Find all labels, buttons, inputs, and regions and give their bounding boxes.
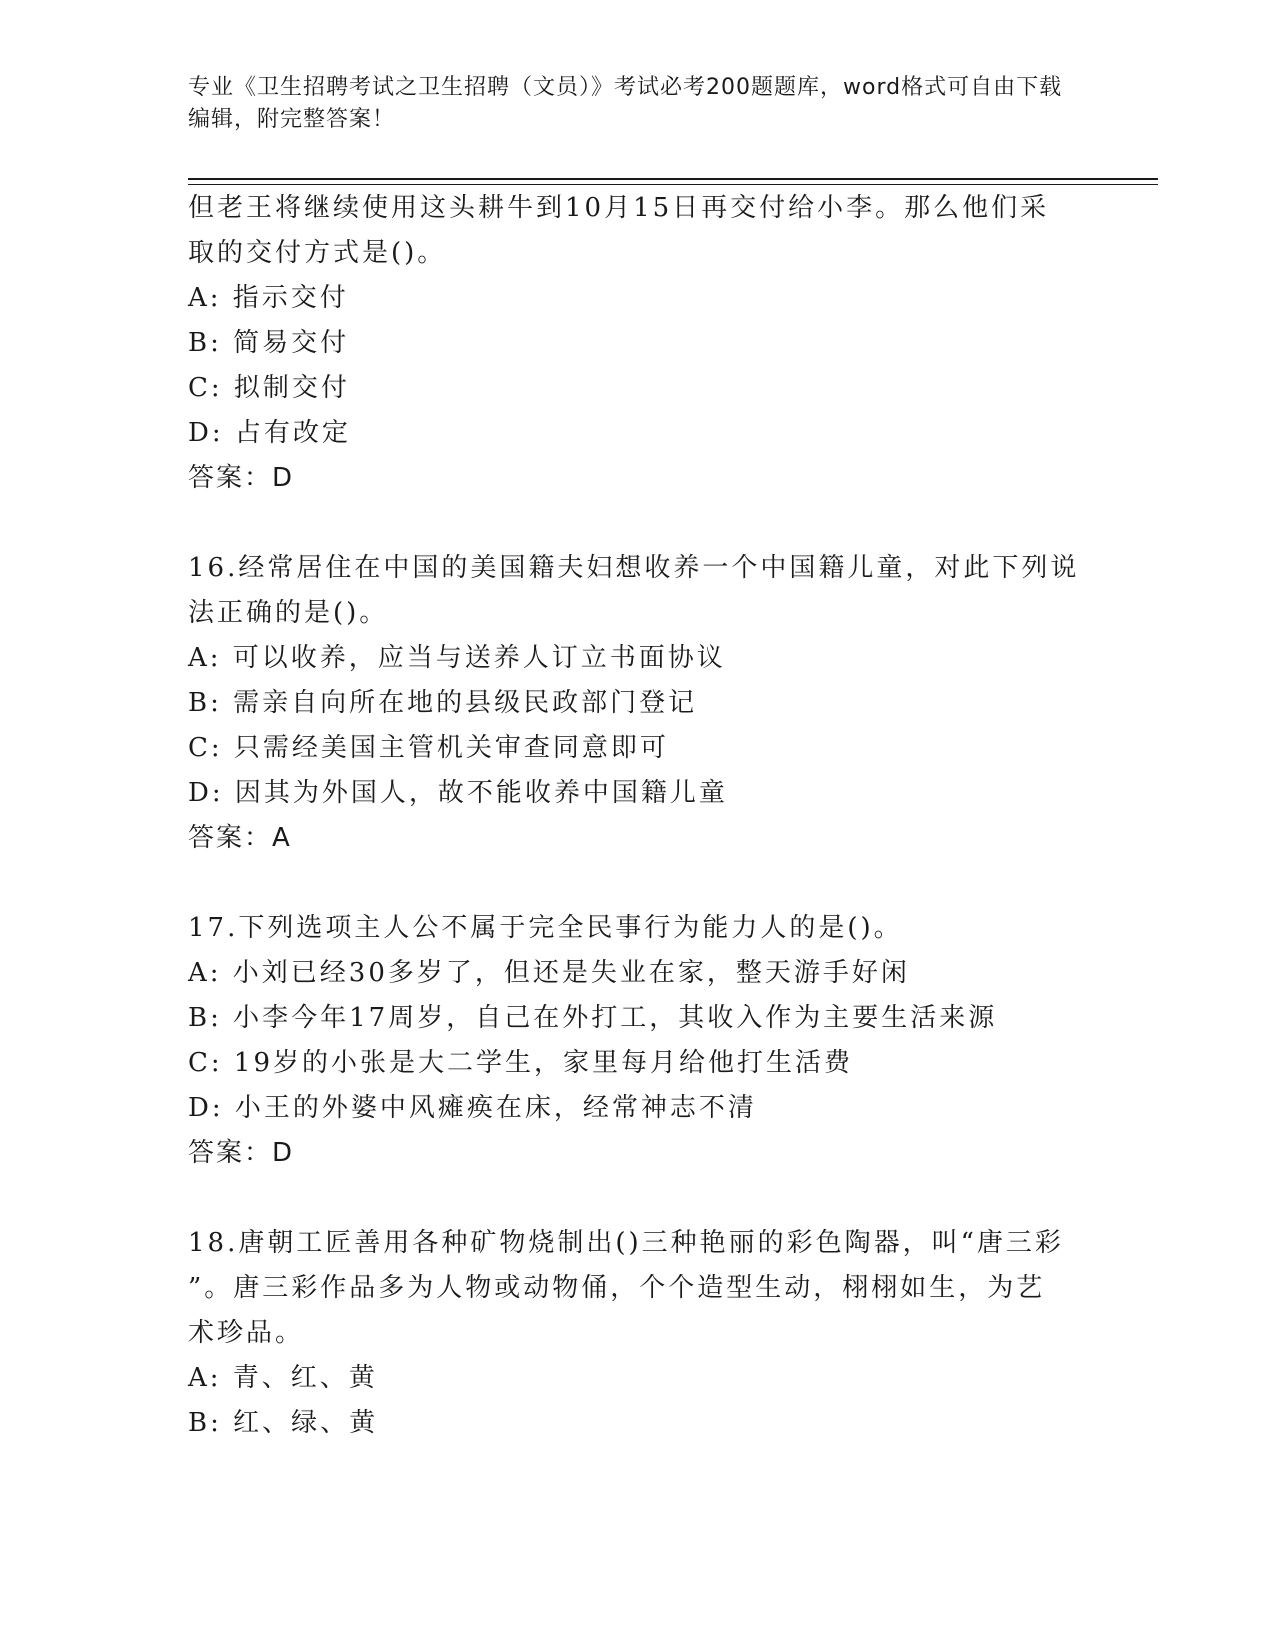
question-15 — [188, 186, 1088, 501]
option-c: C: 只需经美国主管机关审查同意即可 — [188, 733, 669, 763]
option-c: C: 19岁的小张是大二学生，家里每月给他打生活费 — [188, 1048, 854, 1078]
question-18 — [188, 1221, 1088, 1446]
answer-line: 答案：D — [188, 463, 295, 493]
document-header: 专业《卫生招聘考试之卫生招聘（文员）》考试必考200题题库，word格式可自由下载编辑，附完整答案！ — [188, 75, 1063, 132]
option-a: A: 可以收养，应当与送养人订立书面协议 — [188, 643, 726, 673]
option-b: B: 需亲自向所在地的县级民政部门登记 — [188, 688, 698, 718]
answer-line: 答案：A — [188, 823, 292, 853]
question-16 — [188, 546, 1088, 861]
answer-line: 答案：D — [188, 1138, 295, 1168]
option-c: C: 拟制交付 — [188, 373, 350, 403]
option-a: A: 小刘已经30多岁了，但还是失业在家，整天游手好闲 — [188, 958, 910, 988]
question-stem-line: ”。唐三彩作品多为人物或动物俑，个个造型生动，栩栩如生，为艺 — [188, 1273, 1046, 1303]
question-stem-line: 17.下列选项主人公不属于完全民事行为能力人的是()。 — [188, 913, 903, 943]
option-b: B: 红、绿、黄 — [188, 1408, 379, 1438]
option-d: D: 小王的外婆中风瘫痪在床，经常神志不清 — [188, 1093, 757, 1123]
option-b: B: 小李今年17周岁，自己在外打工，其收入作为主要生活来源 — [188, 1003, 998, 1033]
question-stem-line: 术珍品。 — [188, 1318, 305, 1348]
question-17 — [188, 906, 1088, 1176]
header-divider-thick — [188, 178, 1158, 180]
option-d: D: 占有改定 — [188, 418, 351, 448]
question-stem-line: 18.唐朝工匠善用各种矿物烧制出()三种艳丽的彩色陶器，叫“唐三彩 — [188, 1228, 1064, 1258]
question-stem-line: 但老王将继续使用这头耕牛到10月15日再交付给小李。那么他们采 — [188, 193, 1050, 223]
question-stem-line: 法正确的是()。 — [188, 598, 389, 628]
option-a: A: 青、红、黄 — [188, 1363, 378, 1393]
question-stem-line: 16.经常居住在中国的美国籍夫妇想收养一个中国籍儿童，对此下列说 — [188, 553, 1080, 583]
question-stem-line: 取的交付方式是()。 — [188, 238, 447, 268]
option-d: D: 因其为外国人，故不能收养中国籍儿童 — [188, 778, 728, 808]
option-a: A: 指示交付 — [188, 283, 349, 313]
option-b: B: 简易交付 — [188, 328, 350, 358]
header-divider-thin — [188, 184, 1158, 185]
question-list — [188, 186, 1088, 1446]
